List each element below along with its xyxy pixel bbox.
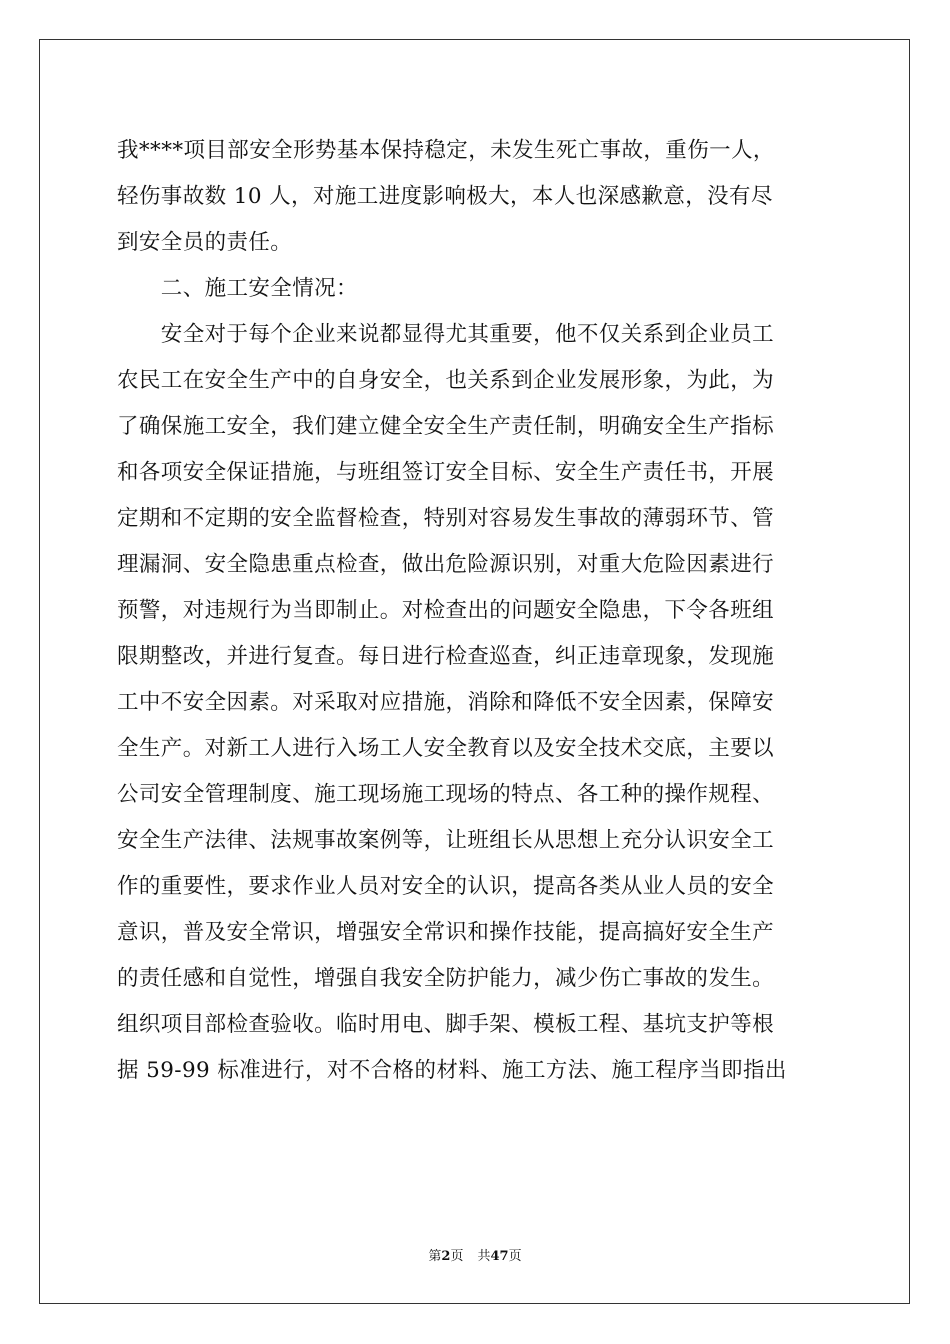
text-line: 到安全员的责任。 — [117, 230, 293, 255]
text-line: 轻伤事故数 10 人，对施工进度影响极大，本人也深感歉意，没有尽 — [117, 184, 773, 209]
text-line: 和各项安全保证措施，与班组签订安全目标、安全生产责任书，开展 — [117, 460, 775, 485]
total-label-suffix: 页 — [508, 1249, 522, 1264]
text-line: 了确保施工安全，我们建立健全安全生产责任制，明确安全生产指标 — [117, 414, 775, 439]
page-footer — [0, 1245, 950, 1264]
text-line: 公司安全管理制度、施工现场施工现场的特点、各工种的操作规程、 — [117, 782, 775, 807]
text-line: 农民工在安全生产中的自身安全，也关系到企业发展形象，为此，为 — [117, 368, 775, 393]
text-line: 安全生产法律、法规事故案例等，让班组长从思想上充分认识安全工 — [117, 828, 775, 853]
text-line: 我****项目部安全形势基本保持稳定，未发生死亡事故，重伤一人， — [117, 138, 775, 163]
text-line: 工中不安全因素。对采取对应措施，消除和降低不安全因素，保障安 — [117, 690, 775, 715]
page-label-suffix: 页 — [450, 1249, 464, 1264]
page-number: 2 — [441, 1249, 451, 1264]
text-line: 作的重要性，要求作业人员对安全的认识，提高各类从业人员的安全 — [117, 874, 775, 899]
text-line: 理漏洞、安全隐患重点检查，做出危险源识别，对重大危险因素进行 — [117, 552, 775, 577]
text-line: 定期和不定期的安全监督检查，特别对容易发生事故的薄弱环节、管 — [117, 506, 775, 531]
text-line: 组织项目部检查验收。临时用电、脚手架、模板工程、基坑支护等根 — [117, 1012, 775, 1037]
total-label-prefix: 共 — [477, 1249, 491, 1264]
text-line: 意识，普及安全常识，增强安全常识和操作技能，提高搞好安全生产 — [117, 920, 775, 945]
text-line: 预警，对违规行为当即制止。对检查出的问题安全隐患，下令各班组 — [117, 598, 775, 623]
text-line: 的责任感和自觉性，增强自我安全防护能力，减少伤亡事故的发生。 — [117, 966, 775, 991]
total-pages: 47 — [490, 1249, 509, 1264]
page-label-prefix: 第 — [428, 1249, 442, 1264]
text-line: 据 59-99 标准进行，对不合格的材料、施工方法、施工程序当即指出 — [117, 1058, 787, 1083]
section-heading: 二、施工安全情况： — [117, 276, 358, 301]
text-line: 限期整改，并进行复查。每日进行检查巡查，纠正违章现象，发现施 — [117, 644, 775, 669]
text-line: 全生产。对新工人进行入场工人安全教育以及安全技术交底，主要以 — [117, 736, 775, 761]
text-line: 安全对于每个企业来说都显得尤其重要，他不仅关系到企业员工 — [117, 322, 775, 347]
document-body — [117, 128, 835, 1094]
